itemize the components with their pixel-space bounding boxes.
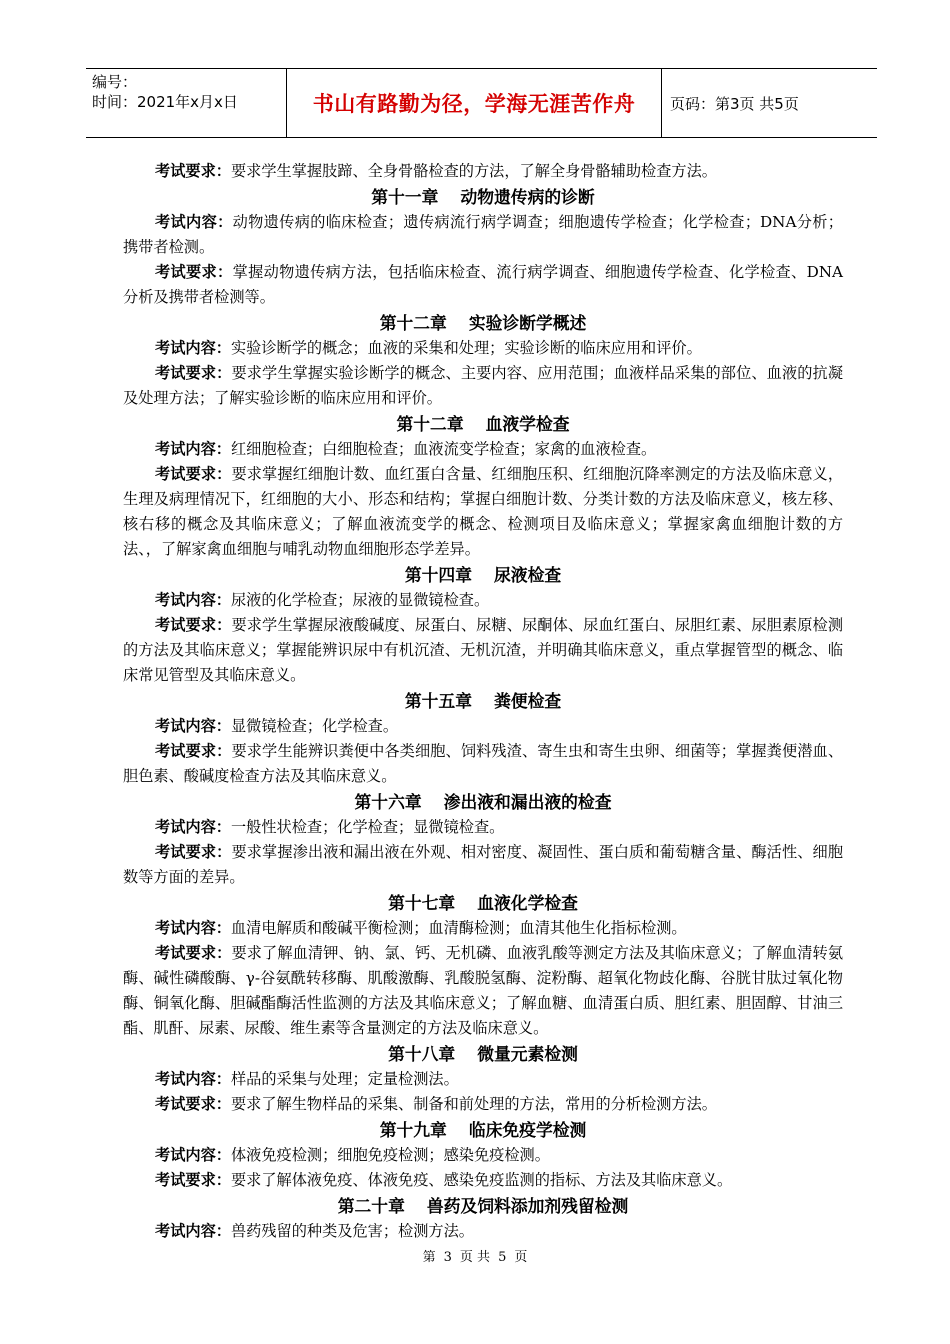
chapter-title: 临床免疫学检测 [468, 1120, 587, 1140]
paragraph-label: 考试要求： [155, 263, 233, 281]
paragraph-label: 考试内容： [155, 213, 233, 231]
paragraph-text: 要求学生能辨识粪便中各类细胞、饲料残渣、寄生虫和寄生虫卵、细菌等；掌握粪便潜血、胆色素、酸碱度检查方法及其临床意义。 [123, 742, 844, 785]
paragraph-text: 动物遗传病的临床检查；遗传病流行病学调查；细胞遗传学检查；化学检查；DNA分析；携带者检测。 [123, 213, 843, 256]
paragraph-label: 考试要求： [155, 1171, 231, 1189]
chapter-number: 第二十章 [337, 1196, 405, 1216]
paragraph-text: 兽药残留的种类及危害；检测方法。 [230, 1222, 474, 1240]
chapter-heading [123, 184, 843, 210]
exam-paragraph [123, 815, 843, 840]
chapter-number: 第十二章 [396, 414, 464, 434]
paragraph-text: 要求掌握渗出液和漏出液在外观、相对密度、凝固性、蛋白质和葡萄糖含量、酶活性、细胞数等方面的差异。 [123, 843, 844, 886]
exam-paragraph [123, 941, 843, 1041]
paragraph-text: 要求学生掌握实验诊断学的概念、主要内容、应用范围；血液样品采集的部位、血液的抗凝及处理方法；了解实验诊断的临床应用和评价。 [123, 364, 844, 407]
chapter-title: 动物遗传病的诊断 [460, 187, 595, 207]
paragraph-label: 考试内容： [155, 818, 231, 836]
exam-paragraph [123, 210, 843, 260]
paragraph-text: 掌握动物遗传病方法，包括临床检查、流行病学调查、细胞遗传学检查、化学检查、DNA分析及携带者检测等。 [123, 263, 844, 306]
chapter-heading [123, 789, 843, 815]
chapter-title: 微量元素检测 [477, 1044, 578, 1064]
document-body [123, 159, 843, 1244]
paragraph-label: 考试内容： [155, 591, 231, 609]
paragraph-label: 考试内容： [155, 1070, 231, 1088]
chapter-heading [123, 1193, 843, 1219]
exam-paragraph [123, 840, 843, 890]
exam-paragraph [123, 462, 843, 562]
chapter-number: 第十五章 [404, 691, 472, 711]
chapter-title: 血液学检查 [485, 414, 570, 434]
paragraph-text: 实验诊断学的概念；血液的采集和处理；实验诊断的临床应用和评价。 [230, 339, 702, 357]
page-header [86, 68, 877, 138]
paragraph-text: 血清电解质和酸碱平衡检测；血清酶检测；血清其他生化指标检测。 [230, 919, 687, 937]
chapter-number: 第十七章 [388, 893, 456, 913]
chapter-heading [123, 310, 843, 336]
exam-paragraph [123, 1067, 843, 1092]
paragraph-label: 考试要求： [155, 843, 232, 861]
paragraph-label: 考试要求： [155, 364, 232, 382]
paragraph-text: 一般性状检查；化学检查；显微镜检查。 [230, 818, 505, 836]
chapter-title: 血液化学检查 [477, 893, 578, 913]
chapter-heading [123, 562, 843, 588]
chapter-number: 第十九章 [379, 1120, 447, 1140]
paragraph-label: 考试要求： [155, 1095, 231, 1113]
chapter-title: 实验诊断学概述 [468, 313, 587, 333]
chapter-number: 第十一章 [371, 187, 439, 207]
paragraph-label: 考试内容： [155, 1222, 231, 1240]
exam-paragraph [123, 588, 843, 613]
header-motto-cell [287, 69, 662, 137]
paragraph-label: 考试要求： [155, 944, 232, 962]
paragraph-text: 红细胞检查；白细胞检查；血液流变学检查；家禽的血液检查。 [230, 440, 657, 458]
exam-paragraph [123, 1092, 843, 1117]
chapter-heading [123, 1041, 843, 1067]
footer-total-pages: 5 [498, 1250, 507, 1265]
exam-paragraph [123, 1143, 843, 1168]
paragraph-label: 考试要求： [155, 465, 232, 483]
header-page-cell [662, 69, 877, 137]
paragraph-text: 要求了解体液免疫、体液免疫、感染免疫监测的指标、方法及其临床意义。 [230, 1171, 733, 1189]
page-footer [0, 1246, 950, 1265]
code-label: 编号： [92, 73, 138, 91]
paragraph-text: 样品的采集与处理；定量检测法。 [230, 1070, 459, 1088]
paragraph-text: 要求掌握红细胞计数、血红蛋白含量、红细胞压积、红细胞沉降率测定的方法及临床意义，生理及病理情况下，红细胞的大小、形态和结构；掌握白细胞计数、分类计数的方法及临床意义，核左移、核右移的概念及其临床意义；了解血液流变学的概念、检测项目及临床意义；掌握家禽血细胞计数的方法、，了解家禽血细胞与哺乳动物血细胞形态学差异。 [123, 465, 844, 558]
chapter-heading [123, 890, 843, 916]
exam-paragraph [123, 714, 843, 739]
paragraph-label: 考试要求： [155, 162, 231, 180]
paragraph-label: 考试内容： [155, 919, 231, 937]
exam-paragraph [123, 336, 843, 361]
exam-paragraph [123, 437, 843, 462]
exam-paragraph [123, 260, 843, 310]
paragraph-text: 体液免疫检测；细胞免疫检测；感染免疫检测。 [230, 1146, 550, 1164]
chapter-number: 第十六章 [354, 792, 422, 812]
chapter-title: 粪便检查 [494, 691, 562, 711]
exam-paragraph [123, 613, 843, 688]
paragraph-text: 要求了解血清钾、钠、氯、钙、无机磷、血液乳酸等测定方法及其临床意义；了解血清转氨酶、碱性磷酸酶、γ-谷氨酰转移酶、肌酸激酶、乳酸脱氢酶、淀粉酶、超氧化物歧化酶、谷胱甘肽过氧化物酶、铜氧化酶、胆碱酯酶活性监测的方法及其临床意义；了解血糖、血清蛋白质、胆红素、胆固醇、甘油三酯、肌酐、尿素、尿酸、维生素等含量测定的方法及临床意义。 [123, 944, 844, 1037]
chapter-title: 兽药及饲料添加剂残留检测 [426, 1196, 629, 1216]
footer-mid: 页 共 [459, 1250, 491, 1265]
paragraph-text: 要求学生掌握尿液酸碱度、尿蛋白、尿糖、尿酮体、尿血红蛋白、尿胆红素、尿胆素原检测的方法及其临床意义；掌握能辨识尿中有机沉渣、无机沉渣，并明确其临床意义，重点掌握管型的概念、临床常见管型及其临床意义。 [123, 616, 844, 684]
footer-post: 页 [514, 1250, 528, 1265]
exam-paragraph [123, 1219, 843, 1244]
paragraph-text: 要求了解生物样品的采集、制备和前处理的方法，常用的分析检测方法。 [230, 1095, 717, 1113]
paragraph-label: 考试要求： [155, 742, 232, 760]
exam-paragraph [123, 159, 843, 184]
paragraph-text: 要求学生掌握肢蹄、全身骨骼检查的方法，了解全身骨骼辅助检查方法。 [230, 162, 717, 180]
paragraph-label: 考试内容： [155, 339, 231, 357]
motto: 书山有路勤为径，学海无涯苦作舟 [312, 92, 636, 116]
chapter-title: 尿液检查 [494, 565, 562, 585]
chapter-number: 第十八章 [388, 1044, 456, 1064]
exam-paragraph [123, 361, 843, 411]
paragraph-text: 显微镜检查；化学检查。 [230, 717, 398, 735]
exam-paragraph [123, 739, 843, 789]
paragraph-label: 考试要求： [155, 616, 232, 634]
paragraph-label: 考试内容： [155, 440, 231, 458]
chapter-heading [123, 1117, 843, 1143]
chapter-number: 第十二章 [379, 313, 447, 333]
chapter-heading [123, 688, 843, 714]
footer-pre: 第 [422, 1250, 436, 1265]
paragraph-label: 考试内容： [155, 717, 231, 735]
chapter-heading [123, 411, 843, 437]
paragraph-text: 尿液的化学检查；尿液的显微镜检查。 [230, 591, 490, 609]
header-info [86, 69, 287, 137]
exam-paragraph [123, 1168, 843, 1193]
page-label: 页码：第3页 共5页 [670, 94, 799, 113]
footer-page-number: 3 [443, 1250, 452, 1265]
exam-paragraph [123, 916, 843, 941]
paragraph-label: 考试内容： [155, 1146, 231, 1164]
chapter-title: 渗出液和漏出液的检查 [443, 792, 612, 812]
time-label: 时间：2021年x月x日 [92, 93, 238, 111]
chapter-number: 第十四章 [404, 565, 472, 585]
